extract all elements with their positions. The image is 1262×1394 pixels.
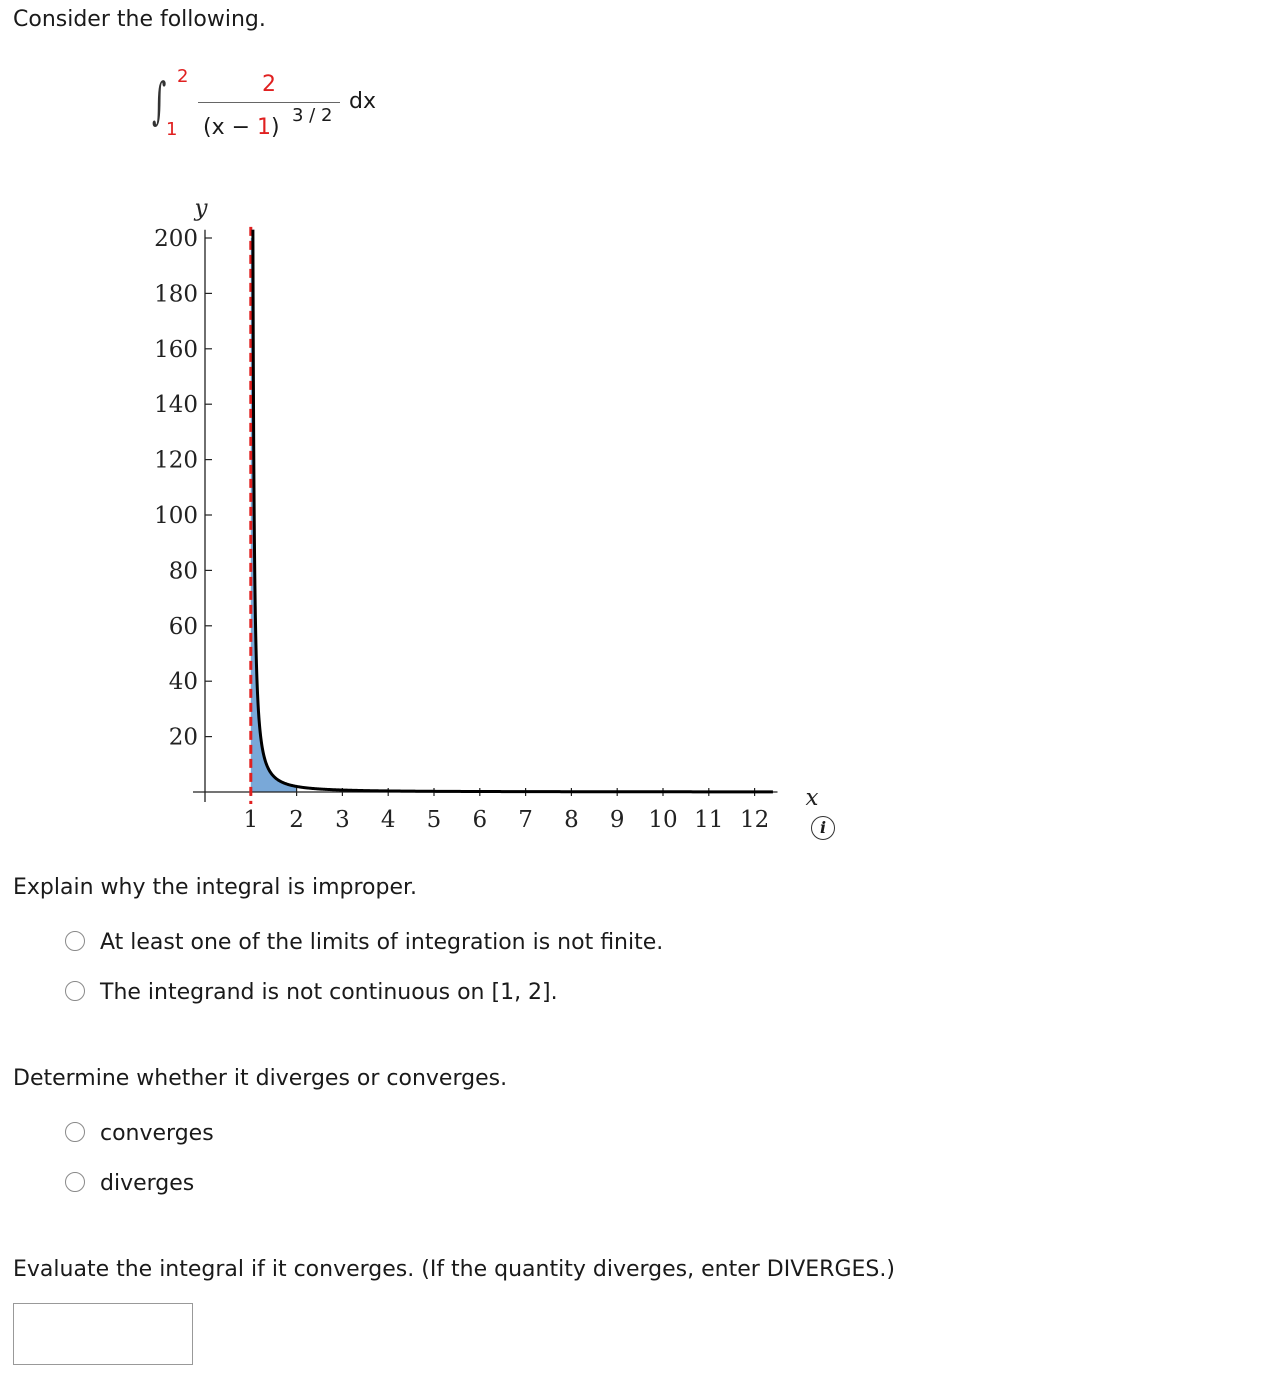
part1-option-2-label[interactable]: The integrand is not continuous on [1, 2]. <box>100 980 558 1005</box>
x-tick-label-2: 2 <box>289 807 304 833</box>
x-tick-label-6: 6 <box>472 807 488 833</box>
y-tick-label-140: 140 <box>154 392 198 419</box>
function-graph <box>0 0 860 860</box>
function-curve <box>253 230 773 792</box>
y-tick-label-200: 200 <box>154 226 198 252</box>
x-tick-label-11: 11 <box>694 807 724 833</box>
x-tick-label-10: 10 <box>648 807 678 833</box>
x-tick-label-12: 12 <box>739 807 770 833</box>
den-close: ) <box>271 115 280 140</box>
y-tick-label-100: 100 <box>154 503 198 529</box>
y-tick-label-40: 40 <box>168 669 198 696</box>
x-tick-label-8: 8 <box>564 807 579 833</box>
x-tick-label-4: 4 <box>380 807 396 833</box>
den-const: 1 <box>257 115 272 140</box>
lower-limit: 1 <box>166 119 178 140</box>
answer-input[interactable] <box>13 1303 193 1365</box>
exponent: 3 / 2 <box>292 105 333 126</box>
part2-option-diverges-label[interactable]: diverges <box>100 1171 195 1196</box>
y-tick-label-160: 160 <box>154 336 198 363</box>
part2-option-converges-label[interactable]: converges <box>100 1121 214 1146</box>
differential: dx <box>349 89 376 114</box>
upper-limit: 2 <box>177 66 189 87</box>
info-icon[interactable]: i <box>811 816 835 840</box>
x-tick-label-7: 7 <box>518 807 533 833</box>
numerator: 2 <box>262 72 276 97</box>
part2-option-diverges-radio[interactable] <box>65 1172 85 1192</box>
y-tick-label-60: 60 <box>168 613 198 640</box>
x-tick-label-1: 1 <box>243 807 259 833</box>
x-tick-label-9: 9 <box>609 807 625 833</box>
y-tick-label-180: 180 <box>154 281 198 308</box>
integral-sign: ∫ <box>152 72 167 130</box>
den-open: (x − <box>203 115 258 140</box>
part1-option-1-radio[interactable] <box>65 931 85 951</box>
x-tick-label-3: 3 <box>335 807 350 833</box>
x-tick-label-5: 5 <box>426 807 442 833</box>
y-tick-label-20: 20 <box>168 724 198 751</box>
part2-option-converges-radio[interactable] <box>65 1122 85 1142</box>
x-axis-label: x <box>805 785 819 811</box>
part1-prompt: Explain why the integral is improper. <box>13 875 418 900</box>
part3-prompt: Evaluate the integral if it converges. (If the quantity diverges, enter DIVERGES.) <box>13 1257 895 1282</box>
part1-option-1-label[interactable]: At least one of the limits of integration is not finite. <box>100 930 664 955</box>
y-tick-label-120: 120 <box>154 447 198 474</box>
y-axis-label: y <box>194 195 208 222</box>
part1-option-2-radio[interactable] <box>65 981 85 1001</box>
part2-prompt: Determine whether it diverges or converges. <box>13 1066 508 1091</box>
y-tick-label-80: 80 <box>168 558 198 585</box>
intro-text: Consider the following. <box>13 7 266 32</box>
